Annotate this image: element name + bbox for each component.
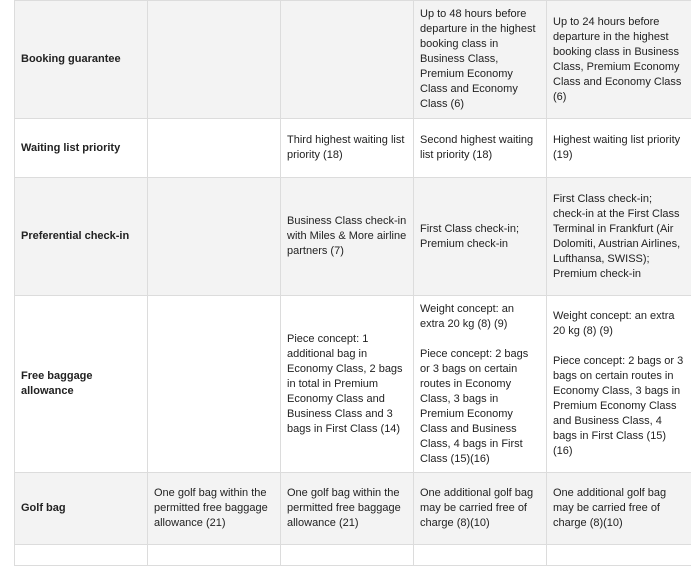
table-cell: Second highest waiting list priority (18) <box>414 119 547 178</box>
table-cell: One additional golf bag may be carried free of charge (8)(10) <box>414 473 547 545</box>
table-cell: One additional golf bag may be carried free of charge (8)(10) <box>547 473 691 545</box>
table-cell <box>148 296 281 473</box>
table-row-waiting-list-priority <box>15 119 691 178</box>
cell-paragraph: Piece concept: 2 bags or 3 bags on certain routes in Economy Class, 3 bags in Premium Economy Class and Business Class, 4 bags in First Class (15)(16) <box>553 354 685 459</box>
table-row-golf-bag <box>15 473 691 545</box>
table-cell: Up to 48 hours before departure in the highest booking class in Business Class, Premium Economy Class and Economy Class (6) <box>414 1 547 119</box>
table-cell: Third highest waiting list priority (18) <box>281 119 414 178</box>
benefits-table <box>14 0 691 566</box>
table-row-booking-guarantee <box>15 1 691 119</box>
table-cell <box>281 545 414 566</box>
cell-paragraph: Weight concept: an extra 20 kg (8) (9) <box>553 309 685 339</box>
cell-paragraph: Piece concept: 2 bags or 3 bags on certain routes in Economy Class, 3 bags in Premium Economy Class and Business Class, 4 bags in First Class (15)(16) <box>420 347 540 467</box>
row-label-booking-guarantee: Booking guarantee <box>15 1 148 119</box>
table-cell: One golf bag within the permitted free baggage allowance (21) <box>281 473 414 545</box>
table-cell: Highest waiting list priority (19) <box>547 119 691 178</box>
row-label-preferential-check-in: Preferential check-in <box>15 178 148 296</box>
table-cell <box>15 545 148 566</box>
table-cell <box>148 119 281 178</box>
table-cell <box>414 545 547 566</box>
table-cell: One golf bag within the permitted free baggage allowance (21) <box>148 473 281 545</box>
table-cell <box>148 545 281 566</box>
table-row <box>15 545 691 566</box>
table-cell: Business Class check-in with Miles & More airline partners (7) <box>281 178 414 296</box>
row-label-golf-bag: Golf bag <box>15 473 148 545</box>
table-cell <box>547 296 691 473</box>
table-cell <box>148 178 281 296</box>
table-cell: Up to 24 hours before departure in the highest booking class in Business Class, Premium Economy Class and Economy Class (6) <box>547 1 691 119</box>
table-cell <box>281 1 414 119</box>
table-row-preferential-check-in <box>15 178 691 296</box>
table-cell: First Class check-in; check-in at the First Class Terminal in Frankfurt (Air Dolomiti, Austrian Airlines, Lufthansa, SWISS); Premium check-in <box>547 178 691 296</box>
table-cell: First Class check-in; Premium check-in <box>414 178 547 296</box>
table-cell <box>148 1 281 119</box>
table-cell <box>547 545 691 566</box>
table-cell: Piece concept: 1 additional bag in Economy Class, 2 bags in total in Premium Economy Class and Business Class and 3 bags in First Class (14) <box>281 296 414 473</box>
table-cell <box>414 296 547 473</box>
table-row-free-baggage-allowance <box>15 296 691 473</box>
row-label-waiting-list-priority: Waiting list priority <box>15 119 148 178</box>
cell-paragraph: Weight concept: an extra 20 kg (8) (9) <box>420 302 540 332</box>
row-label-free-baggage-allowance: Free baggage allowance <box>15 296 148 473</box>
